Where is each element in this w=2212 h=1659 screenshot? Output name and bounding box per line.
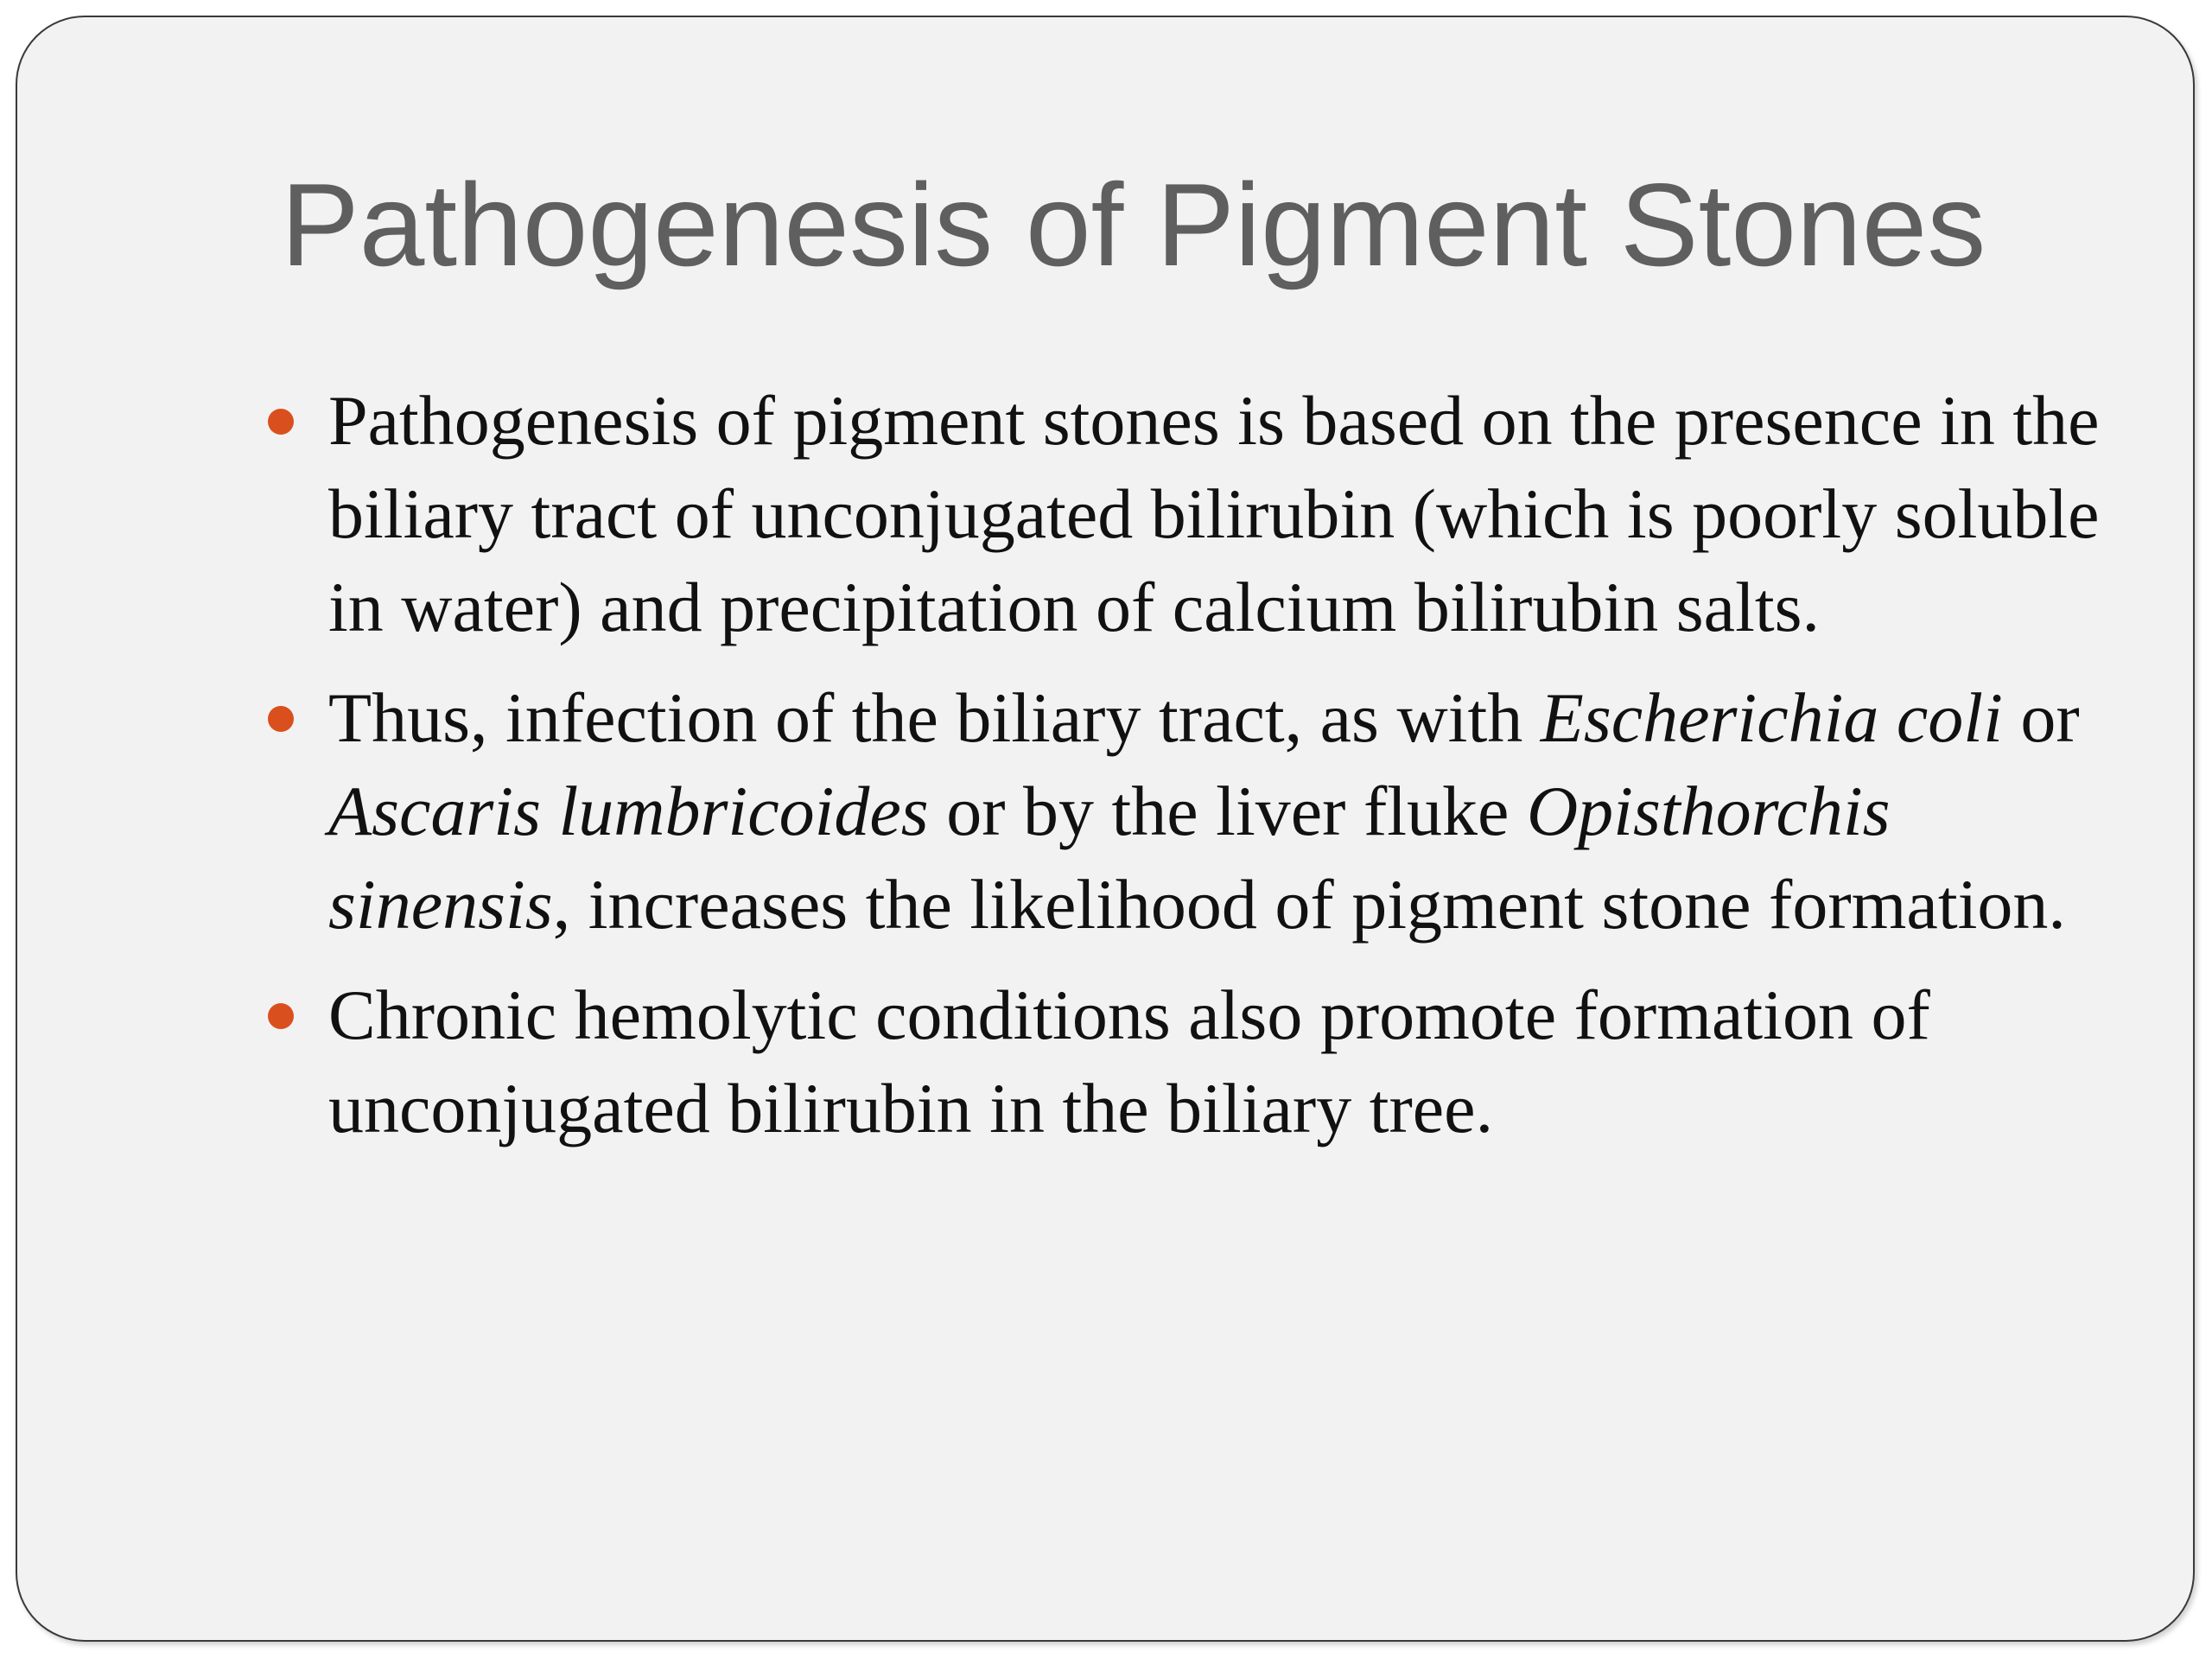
text-segment: Chronic hemolytic conditions also promote formation of unconjugated bilirubin in the biliary tree. [328,976,1930,1147]
italic-term: Opisthorchis sinensis [328,772,1891,944]
slide-title: Pathogenesis of Pigment Stones [281,159,1986,290]
text-segment: Pathogenesis of pigment stones is based on the presence in the biliary tract of unconjugated bilirubin (which is poorly soluble in water) and precipitation of calcium bilirubin salts. [328,381,2100,646]
slide [16,16,2195,1642]
bullet-text [328,678,2080,944]
text-segment: Thus, infection of the biliary tract, as with [328,678,1541,757]
bullet-item [259,374,2117,654]
bullet-dot-icon [268,706,294,732]
text-segment: , increases the likelihood of pigment stone formation. [552,865,2066,944]
bullet-dot-icon [268,1003,294,1029]
bullet-dot-icon [268,409,294,435]
bullet-text [328,976,1930,1147]
italic-term: Escherichia coli [1540,678,2003,757]
italic-term: Ascaris lumbricoides [328,772,929,850]
bullet-item [259,671,2117,951]
bullet-item [259,969,2117,1155]
text-segment: or [2002,678,2080,757]
bullet-list [259,374,2117,1173]
text-segment: or by the liver fluke [928,772,1527,850]
bullet-text [328,381,2100,646]
